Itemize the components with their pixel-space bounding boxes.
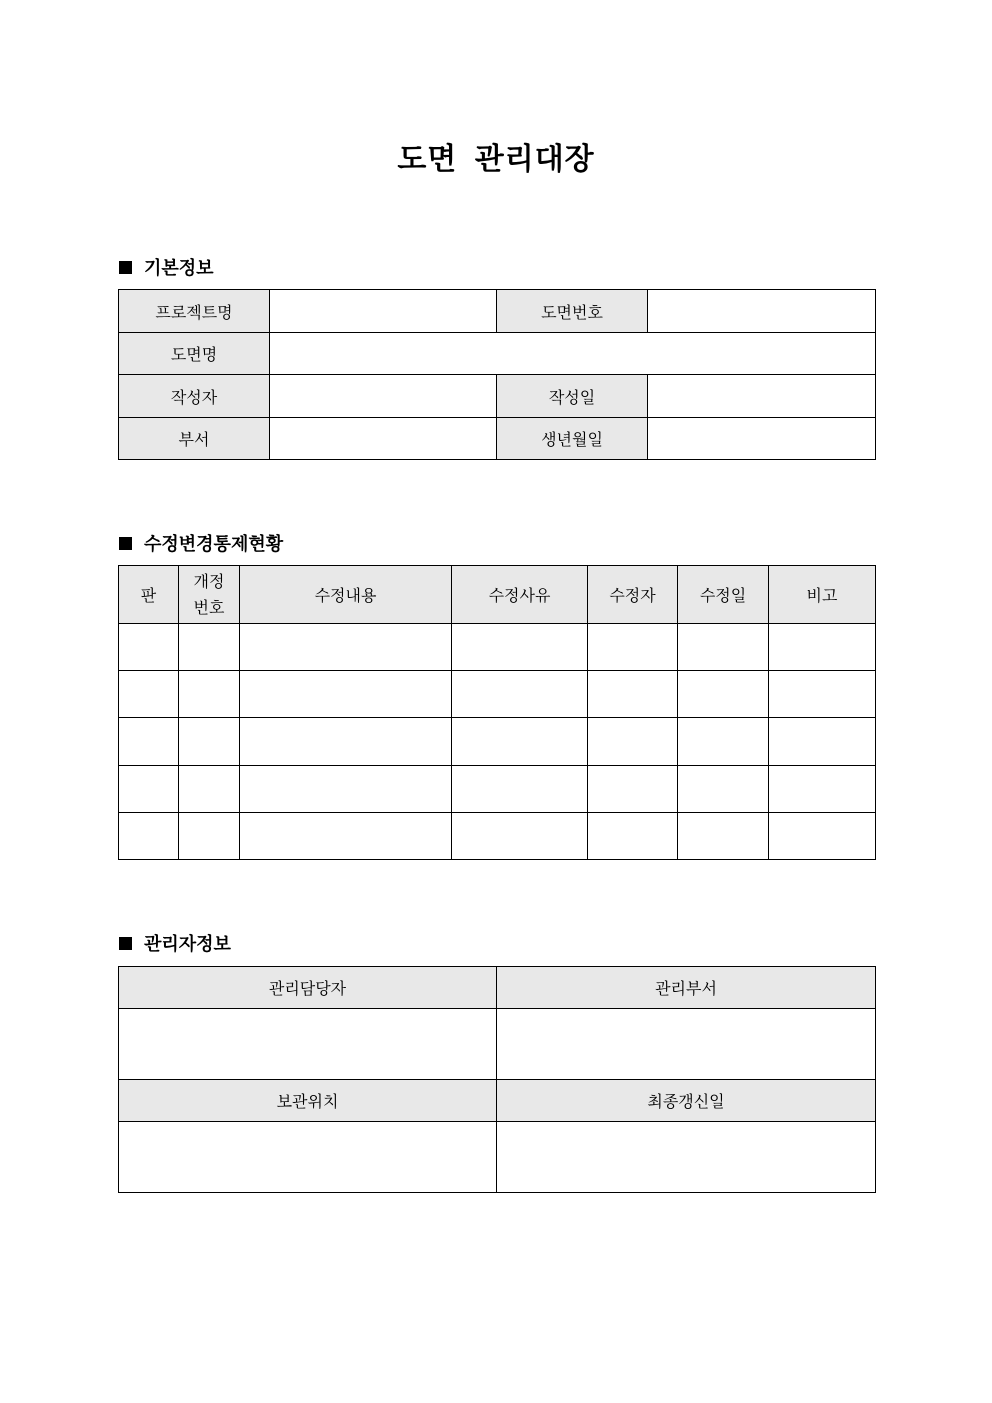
table-cell[interactable] (119, 766, 179, 813)
table-cell[interactable] (119, 624, 179, 671)
label-last-updated: 최종갱신일 (497, 1080, 876, 1122)
label-storage-location: 보관위치 (119, 1080, 497, 1122)
section-title: 수정변경통제현황 (144, 534, 284, 555)
table-cell[interactable] (588, 671, 678, 718)
created-date-field[interactable] (648, 375, 876, 418)
table-cell[interactable] (678, 766, 769, 813)
table-row (119, 766, 876, 813)
table-cell[interactable] (452, 624, 588, 671)
table-cell[interactable] (588, 624, 678, 671)
revision-number-header-text: 개정 번호 (193, 571, 225, 617)
table-cell[interactable] (452, 671, 588, 718)
table-cell[interactable] (240, 671, 452, 718)
table-cell[interactable] (119, 813, 179, 860)
col-header-revision-number (179, 566, 240, 624)
label-created-date: 작성일 (497, 375, 648, 418)
col-header-revision-date: 수정일 (678, 566, 769, 624)
table-cell[interactable] (769, 671, 876, 718)
square-bullet-icon (119, 937, 132, 950)
table-cell[interactable] (179, 671, 240, 718)
table-cell[interactable] (452, 718, 588, 766)
col-header-edition: 판 (119, 566, 179, 624)
table-cell[interactable] (769, 624, 876, 671)
table-cell[interactable] (179, 718, 240, 766)
label-drawing-name: 도면명 (119, 333, 270, 375)
label-drawing-number: 도면번호 (497, 290, 648, 333)
table-cell[interactable] (678, 718, 769, 766)
page-title: 도면 관리대장 (397, 142, 595, 177)
label-department: 부서 (119, 418, 270, 460)
label-project-name: 프로젝트명 (119, 290, 270, 333)
manager-field[interactable] (119, 1009, 497, 1080)
drawing-name-field[interactable] (270, 333, 876, 375)
table-cell[interactable] (588, 718, 678, 766)
table-cell[interactable] (179, 766, 240, 813)
label-birth-date: 생년월일 (497, 418, 648, 460)
table-cell[interactable] (678, 671, 769, 718)
table-cell[interactable] (240, 624, 452, 671)
square-bullet-icon (119, 261, 132, 274)
table-cell[interactable] (119, 718, 179, 766)
table-cell[interactable] (179, 813, 240, 860)
basic-info-table (118, 289, 876, 460)
section-title: 기본정보 (144, 258, 214, 279)
table-cell[interactable] (240, 766, 452, 813)
table-cell[interactable] (179, 624, 240, 671)
col-header-reviser: 수정자 (588, 566, 678, 624)
col-header-revision-reason: 수정사유 (452, 566, 588, 624)
section-heading-basic (119, 254, 214, 280)
table-row (119, 813, 876, 860)
drawing-number-field[interactable] (648, 290, 876, 333)
label-manager: 관리담당자 (119, 967, 497, 1009)
label-managing-dept: 관리부서 (497, 967, 876, 1009)
square-bullet-icon (119, 537, 132, 550)
label-author: 작성자 (119, 375, 270, 418)
table-row (119, 718, 876, 766)
section-heading-manager (119, 930, 231, 956)
last-updated-field[interactable] (497, 1122, 876, 1193)
table-cell[interactable] (588, 813, 678, 860)
department-field[interactable] (270, 418, 497, 460)
col-header-remarks: 비고 (769, 566, 876, 624)
table-cell[interactable] (769, 813, 876, 860)
managing-dept-field[interactable] (497, 1009, 876, 1080)
table-cell[interactable] (119, 671, 179, 718)
table-cell[interactable] (452, 766, 588, 813)
table-cell[interactable] (588, 766, 678, 813)
storage-location-field[interactable] (119, 1122, 497, 1193)
revision-table (118, 565, 876, 860)
table-cell[interactable] (769, 766, 876, 813)
col-header-revision-content: 수정내용 (240, 566, 452, 624)
table-row (119, 671, 876, 718)
table-cell[interactable] (769, 718, 876, 766)
table-cell[interactable] (678, 624, 769, 671)
table-cell[interactable] (240, 813, 452, 860)
author-field[interactable] (270, 375, 497, 418)
section-title: 관리자정보 (144, 934, 231, 955)
project-name-field[interactable] (270, 290, 497, 333)
birth-date-field[interactable] (648, 418, 876, 460)
table-row (119, 624, 876, 671)
table-cell[interactable] (678, 813, 769, 860)
table-cell[interactable] (240, 718, 452, 766)
table-cell[interactable] (452, 813, 588, 860)
section-heading-revisions (119, 530, 283, 556)
manager-info-table (118, 966, 876, 1193)
